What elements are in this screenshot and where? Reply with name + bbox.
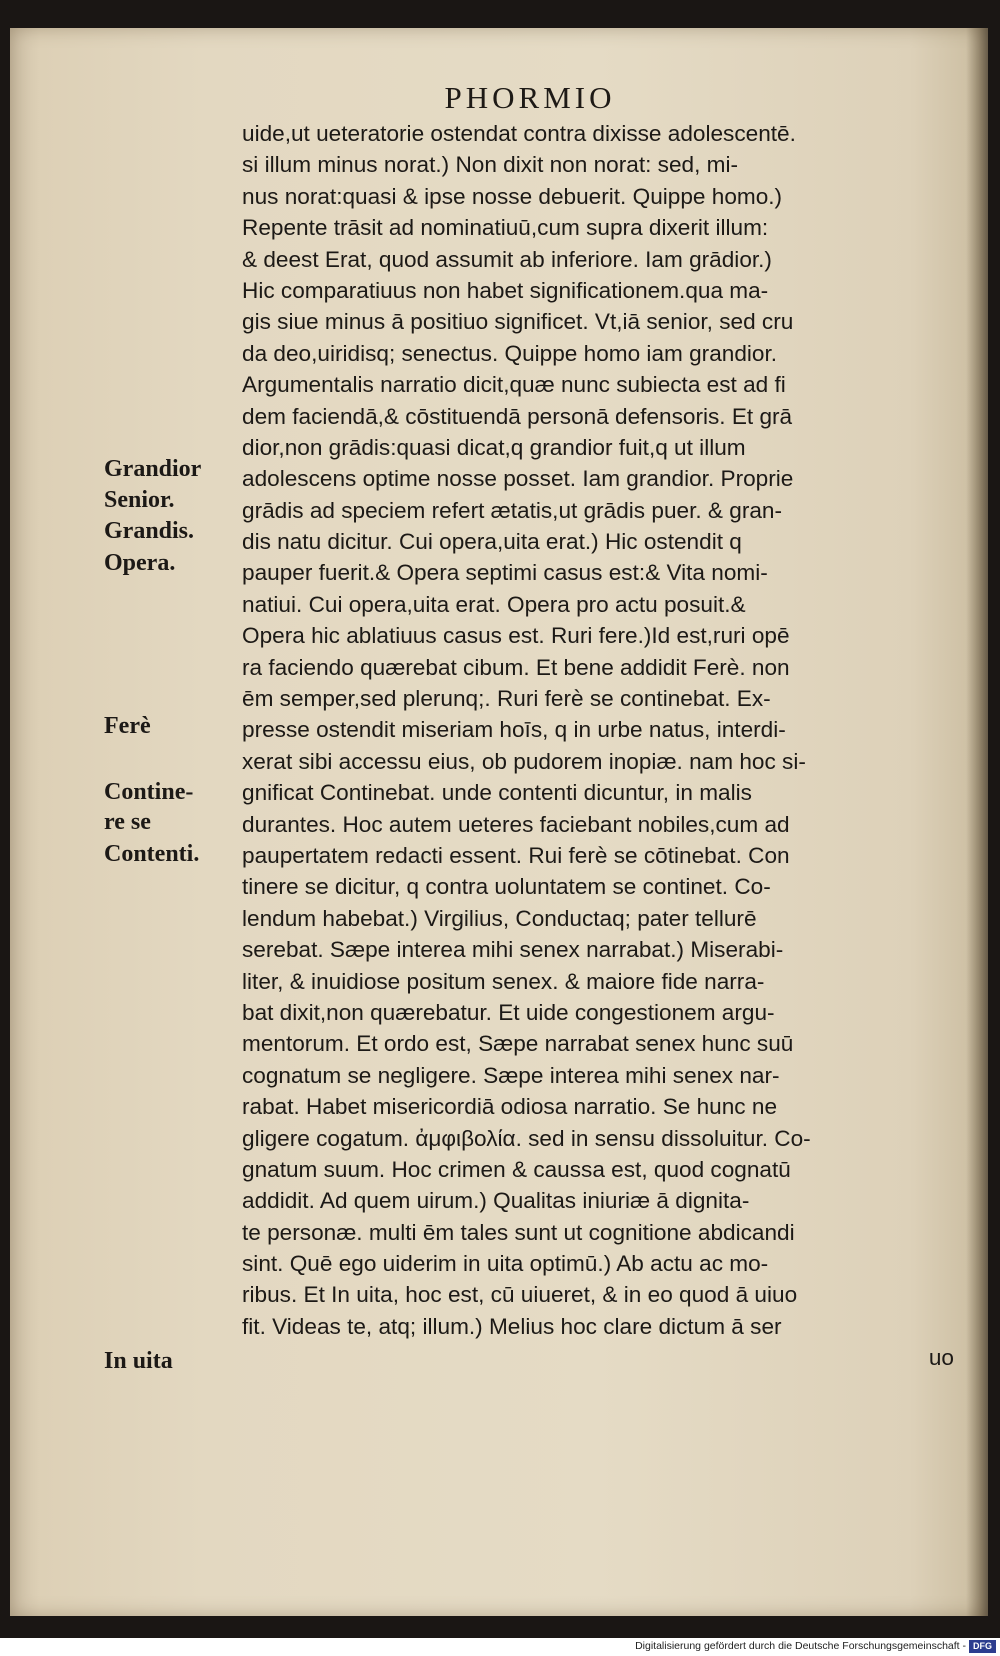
text-line: rabat. Habet misericordiā odiosa narratio. Se hunc ne: [242, 1094, 778, 1120]
funding-credit: Digitalisierung gefördert durch die Deutsche Forschungsgemeinschaft -: [635, 1640, 966, 1652]
text-line: sint. Quē ego uiderim in uita optimū.) Ab actu ac mo-: [242, 1251, 769, 1277]
text-line: addidit. Ad quem uirum.) Qualitas iniuriæ ā dignita-: [242, 1188, 750, 1214]
text-line: Hic comparatiuus non habet significationem.qua ma-: [242, 277, 769, 303]
text-line: Argumentalis narratio dicit,quæ nunc subiecta est ad fi: [242, 372, 786, 398]
text-line: pauper fuerit.& Opera septimi casus est:& Vita nomi-: [242, 560, 768, 586]
dfg-logo-icon: DFG: [969, 1640, 996, 1653]
text-line: si illum minus norat.) Non dixit non norat: sed, mi-: [242, 152, 738, 178]
text-line: uide,ut ueteratorie ostendat contra dixisse adolescentē.: [242, 121, 796, 146]
text-line: da deo,uiridisq; senectus. Quippe homo iam grandior.: [242, 340, 778, 366]
text-line: dis natu dicitur. Cui opera,uita erat.) Hic ostendit q: [242, 529, 742, 555]
text-line: dior,non grādis:quasi dicat,q grandior fuit,q ut illum: [242, 434, 746, 460]
text-line: cognatum se negligere. Sæpe interea mihi senex nar-: [242, 1062, 780, 1088]
text-line: xerat sibi accessu eius, ob pudorem inopiæ. nam hoc si-: [242, 748, 806, 774]
text-line: ra faciendo quærebat cibum. Et bene addidit Ferè. non: [242, 654, 790, 680]
running-head: PHORMIO: [444, 80, 616, 115]
text-line: liter, & inuidiose positum senex. & maiore fide narra-: [242, 968, 765, 994]
text-line: adolescens optime nosse posset. Iam grandior. Proprie: [242, 466, 794, 492]
text-line: paupertatem redacti essent. Rui ferè se cōtinebat. Con: [242, 842, 790, 868]
text-line: serebat. Sæpe interea mihi senex narrabat.) Miserabi-: [242, 937, 784, 963]
marginal-note-re-se: re se: [104, 809, 151, 835]
page-gutter-shadow: [966, 28, 988, 1616]
text-line: durantes. Hoc autem ueteres faciebant nobiles,cum ad: [242, 811, 790, 837]
text-line: Opera hic ablatiuus casus est. Ruri fere.)Id est,ruri opē: [242, 623, 790, 649]
text-line: presse ostendit miseriam hoīs, q in urbe natus, interdi-: [242, 717, 786, 743]
text-line: bat dixit,non quærebatur. Et uide congestionem argu-: [242, 999, 775, 1025]
text-line: gnificat Continebat. unde contenti dicuntur, in malis: [242, 780, 752, 806]
text-line: mentorum. Et ordo est, Sæpe narrabat senex hunc suū: [242, 1031, 794, 1057]
text-line: gis siue minus ā positiuo significet. Vt,iā senior, sed cru: [242, 309, 794, 335]
text-line: tinere se dicitur, q contra uoluntatem se continet. Co-: [242, 874, 771, 900]
text-line: uo: [928, 1345, 954, 1371]
text-line: dem faciendā,& cōstituendā personā defensoris. Et grā: [242, 403, 793, 429]
text-line: Repente trāsit ad nominatiuū,cum supra dixerit illum:: [242, 215, 769, 241]
marginal-note-grandior: Grandior: [104, 456, 202, 482]
text-line: natiui. Cui opera,uita erat. Opera pro actu posuit.&: [242, 591, 746, 617]
text-line: ēm semper,sed plerunq;. Ruri ferè se continebat. Ex-: [242, 686, 771, 712]
text-line: grādis ad speciem refert ætatis,ut grādis puer. & gran-: [242, 497, 782, 523]
commentary-text-block: [242, 118, 962, 1374]
text-line: te personæ. multi ēm tales sunt ut cognitione abdicandi: [242, 1219, 795, 1245]
marginal-note-in-uita: In uita: [104, 1348, 173, 1374]
text-line: lendum habebat.) Virgilius, Conductaq; pater tellurē: [242, 905, 757, 931]
marginal-note-senior: Senior.: [104, 487, 175, 513]
text-line: gligere cogatum. ἀμφιβολία. sed in sensu dissoluitur. Co-: [242, 1125, 811, 1151]
text-line: nus norat:quasi & ipse nosse debuerit. Quippe homo.): [242, 183, 783, 209]
text-line: fit. Videas te, atq; illum.) Melius hoc clare dictum ā ser: [242, 1313, 782, 1339]
text-line: gnatum suum. Hoc crimen & caussa est, quod cognatū: [242, 1156, 791, 1182]
marginal-note-continere: Contine-: [104, 779, 194, 805]
marginal-note-opera: Opera.: [104, 550, 176, 576]
text-line: & deest Erat, quod assumit ab inferiore. Iam grādior.): [242, 246, 772, 272]
marginal-note-fere: Ferè: [104, 713, 151, 739]
text-line: ribus. Et In uita, hoc est, cū uiueret, & in eo quod ā uiuo: [242, 1282, 798, 1308]
marginal-note-grandis: Grandis.: [104, 518, 195, 544]
marginal-note-contenti: Contenti.: [104, 841, 200, 867]
